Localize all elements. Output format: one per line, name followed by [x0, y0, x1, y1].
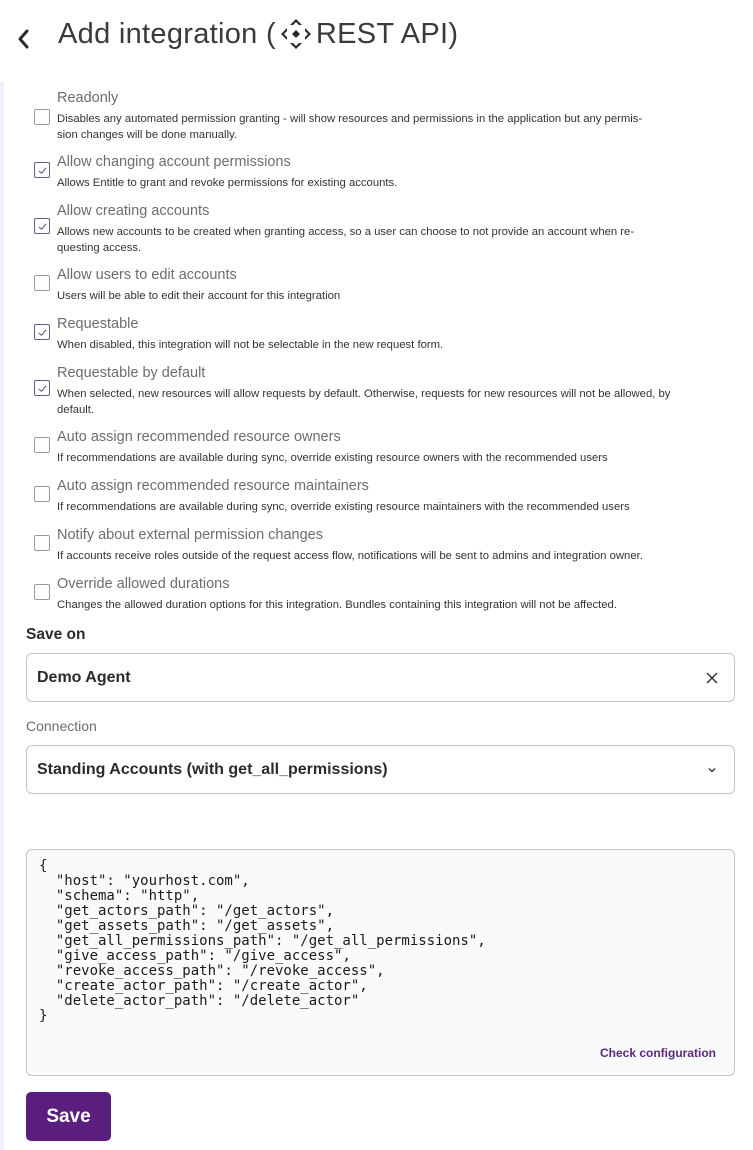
- chevron-down-icon: [707, 766, 717, 774]
- option-label: Auto assign recommended resource owners: [57, 429, 341, 445]
- option-description: [57, 289, 737, 305]
- description-line: Allows new accounts to be created when granting access, so a user can choose to not provide an account when re-: [57, 226, 635, 238]
- description-line: Changes the allowed duration options for this integration. Bundles containing this integration will not be affected.: [57, 599, 617, 611]
- auto-assign-resource-maintainers-checkbox[interactable]: [34, 486, 50, 502]
- connection-value: Standing Accounts (with get_all_permissions): [37, 760, 388, 778]
- checkmark-icon: [37, 383, 48, 394]
- checkmark-icon: [37, 221, 48, 232]
- clear-button[interactable]: [704, 669, 720, 687]
- description-line: When disabled, this integration will not be selectable in the new request form.: [57, 339, 444, 351]
- option-description: [57, 549, 737, 565]
- requestable-by-default-checkbox[interactable]: [34, 380, 50, 396]
- description-line: If recommendations are available during sync, override existing resource maintainers with the recommended users: [57, 501, 630, 513]
- description-line: Disables any automated permission granting - will show resources and permissions in the application but any permis-: [57, 113, 643, 125]
- description-line: Users will be able to edit their account for this integration: [57, 290, 341, 302]
- option-label: Requestable by default: [57, 365, 206, 381]
- option-label: Auto assign recommended resource maintainers: [57, 478, 369, 494]
- description-line: If recommendations are available during sync, override existing resource owners with the recommended users: [57, 452, 608, 464]
- rest-api-diamond-icon: [278, 16, 314, 52]
- allow-users-to-edit-accounts-checkbox[interactable]: [34, 275, 50, 291]
- auto-assign-resource-owners-checkbox[interactable]: [34, 437, 50, 453]
- description-line: When selected, new resources will allow requests by default. Otherwise, requests for new resources will not be allowed, by: [57, 388, 671, 400]
- check-configuration-link[interactable]: Check configuration: [599, 1046, 716, 1060]
- description-line: questing access.: [57, 241, 142, 254]
- close-icon: [706, 672, 718, 684]
- option-label: Allow creating accounts: [57, 203, 210, 219]
- description-line: Allows Entitle to grant and revoke permissions for existing accounts.: [57, 177, 398, 189]
- option-label: Allow changing account permissions: [57, 154, 291, 170]
- option-label: Notify about external permission changes: [57, 527, 323, 543]
- back-button[interactable]: [12, 24, 34, 54]
- override-allowed-durations-checkbox[interactable]: [34, 584, 50, 600]
- chevron-left-icon: [16, 28, 30, 50]
- configuration-editor[interactable]: [26, 849, 735, 1076]
- left-edge-strip: [0, 82, 4, 1150]
- integration-name: REST API: [315, 17, 449, 50]
- option-label: Allow users to edit accounts: [57, 267, 237, 283]
- title-prefix: Add integration (: [58, 17, 276, 50]
- notify-external-permission-changes-checkbox[interactable]: [34, 535, 50, 551]
- title-suffix: ): [448, 17, 459, 50]
- description-line: If accounts receive roles outside of the request access flow, notifications will be sent to admins and integration owner.: [57, 550, 643, 562]
- connection-dropdown[interactable]: [26, 745, 735, 794]
- option-description: [57, 387, 737, 418]
- option-label: Override allowed durations: [57, 576, 230, 592]
- option-label: Readonly: [57, 90, 119, 106]
- save-on-value: Demo Agent: [37, 668, 131, 686]
- checkmark-icon: [37, 327, 48, 338]
- description-line: default.: [57, 403, 95, 416]
- save-button[interactable]: Save: [26, 1092, 111, 1141]
- allow-creating-accounts-checkbox[interactable]: [34, 218, 50, 234]
- requestable-checkbox[interactable]: [34, 324, 50, 340]
- option-description: [57, 176, 737, 192]
- page-header: [0, 0, 753, 80]
- option-description: [57, 225, 737, 256]
- option-description: [57, 451, 737, 467]
- option-description: [57, 500, 737, 516]
- option-description: [57, 112, 737, 143]
- checkmark-icon: [37, 165, 48, 176]
- allow-changing-account-permissions-checkbox[interactable]: [34, 162, 50, 178]
- option-description: [57, 338, 737, 354]
- option-description: [57, 598, 737, 614]
- configuration-json[interactable]: { "host": "yourhost.com", "schema": "http", "get_actors_path": "/get_actors", "get_assets_path": "/get_assets", "get_all_permissions_path": "/get_all_permissions", "give_access_path": "/give_access", "revoke_access_path": "/revoke_access", "create_actor_path": "/create_actor", "delete_actor_path": "/delete_actor" }: [39, 858, 486, 1024]
- page-title: [58, 16, 458, 52]
- option-label: Requestable: [57, 316, 139, 332]
- save-on-select[interactable]: [26, 653, 735, 702]
- connection-label: Connection: [26, 718, 97, 734]
- readonly-checkbox[interactable]: [34, 109, 50, 125]
- dropdown-toggle[interactable]: [704, 761, 720, 779]
- description-line: sion changes will be done manually.: [57, 128, 238, 141]
- save-on-label: Save on: [26, 626, 86, 643]
